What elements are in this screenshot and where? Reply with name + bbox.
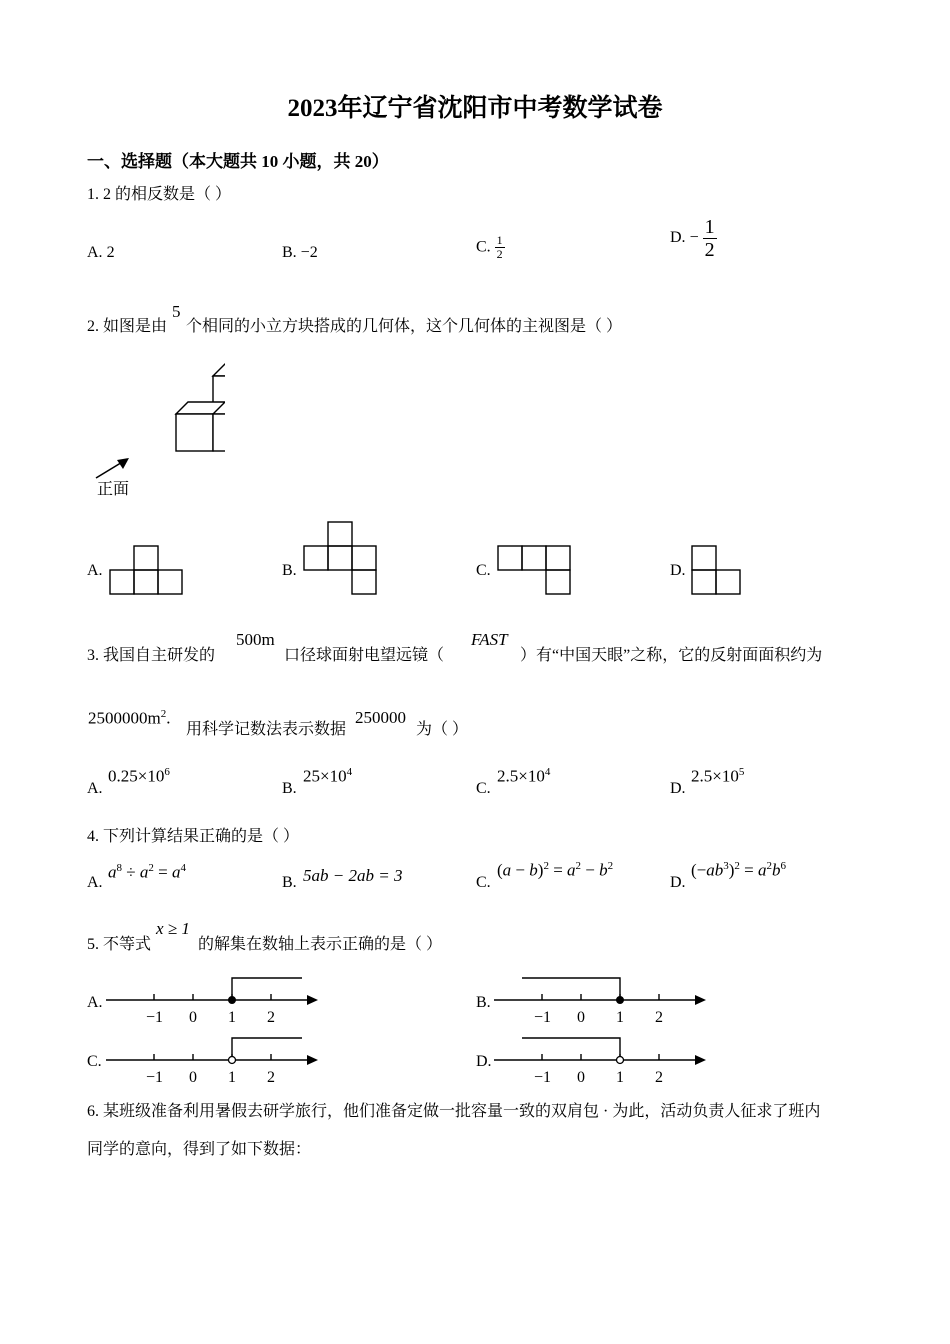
q3-area-exp: 2 (160, 708, 167, 720)
q5-c-tick-1: 1 (228, 1069, 236, 1086)
q3-area (88, 708, 170, 729)
q3-option-a (108, 766, 170, 787)
q5-option-c-numberline (104, 1030, 324, 1088)
q3-option-b-exp: 4 (346, 766, 353, 778)
q1-option-d-label: D. (670, 229, 686, 247)
q3-option-b-base: 25×10 (303, 766, 347, 786)
section-heading: 一、选择题（本大题共 10 小题，共 20） (87, 152, 389, 171)
q3-option-c-label: C. (476, 780, 491, 797)
q5-b-tick-2: 2 (655, 1009, 663, 1026)
q5-option-d-numberline (492, 1030, 712, 1088)
q5-d-tick-neg1: −1 (534, 1069, 552, 1086)
q5-inequality: x ≥ 1 (156, 919, 190, 938)
q5-c-tick-0: 0 (189, 1069, 197, 1086)
q3-option-a-base: 0.25×10 (108, 766, 165, 786)
q5-b-tick-neg1: −1 (534, 1009, 552, 1026)
q1-option-b-label: B. (282, 244, 297, 261)
q2-option-a-label: A. (87, 562, 103, 579)
q2-option-c-view (496, 544, 576, 598)
q5-option-d-label: D. (476, 1053, 492, 1070)
q5-a-tick-neg1: −1 (146, 1009, 164, 1026)
q2-stem-suffix: 个相同的小立方块搭成的几何体，这个几何体的主视图是（ ） (186, 318, 623, 335)
q2-option-a-view (108, 544, 188, 598)
q1-option-c (476, 234, 505, 261)
q2-solid-figure (85, 358, 225, 503)
q5-c-tick-2: 2 (267, 1069, 275, 1086)
q3-option-c-exp: 4 (544, 766, 551, 778)
q3-area-dot: . (166, 708, 171, 728)
q1-option-b (282, 244, 318, 262)
q4-option-b-label: B. (282, 874, 297, 891)
q5-b-tick-1: 1 (616, 1009, 624, 1026)
q3-line1-prefix: 3. 我国自主研发的 (87, 647, 216, 664)
q3-area-base: 2500000m (88, 708, 161, 728)
q5-option-c-label: C. (87, 1053, 102, 1070)
q2-option-c-label: C. (476, 562, 491, 579)
q4-option-c-label: C. (476, 874, 491, 891)
q1-option-c-numerator: 1 (496, 233, 503, 247)
q2-option-d-view (690, 544, 746, 598)
q3-option-a-label: A. (87, 780, 103, 797)
q3-fast: FAST (471, 630, 508, 649)
q1-option-d (670, 216, 717, 261)
q5-a-tick-0: 0 (189, 1009, 197, 1026)
q5-a-tick-1: 1 (228, 1009, 236, 1026)
q3-option-d-exp: 5 (738, 766, 745, 778)
q4-option-c-expr: $(a - b)^2 = a^2 - b^2$ (497, 860, 614, 880)
q1-option-c-label: C. (476, 238, 491, 256)
q3-option-b-label: B. (282, 780, 297, 797)
q3-option-b (303, 766, 352, 787)
q5-a-tick-2: 2 (267, 1009, 275, 1026)
q5-option-b-label: B. (476, 994, 491, 1011)
q2-option-d-label: D. (670, 562, 686, 579)
q5-d-tick-0: 0 (577, 1069, 585, 1086)
q1-option-c-fraction (495, 234, 505, 261)
q1-stem: 1. 2 的相反数是（ ） (87, 186, 232, 203)
q5-d-tick-1: 1 (616, 1069, 624, 1086)
q2-stem-number: 5 (172, 302, 181, 321)
q3-line2-mid: 用科学记数法表示数据 (186, 721, 347, 738)
q5-option-a-label: A. (87, 994, 103, 1011)
q3-option-c-base: 2.5×10 (497, 766, 545, 786)
q1-option-d-numerator: 1 (704, 216, 715, 238)
q1-option-b-text: −2 (300, 244, 318, 261)
q1-option-c-denominator: 2 (496, 247, 503, 262)
q5-d-tick-2: 2 (655, 1069, 663, 1086)
q3-size: 500m (236, 630, 275, 649)
q5-option-b-numberline (492, 970, 712, 1028)
q2-option-b-view (302, 520, 382, 598)
q3-option-d-base: 2.5×10 (691, 766, 739, 786)
page-title: 2023年辽宁省沈阳市中考数学试卷 (287, 95, 663, 122)
q1-option-d-minus: − (689, 229, 699, 247)
q3-line1-mid: 口径球面射电望远镜（ (284, 647, 445, 664)
q5-c-tick-neg1: −1 (146, 1069, 164, 1086)
q3-option-a-exp: 6 (164, 766, 170, 778)
q4-stem: 4. 下列计算结果正确的是（ ） (87, 828, 300, 845)
q4-option-a-expr: $a^8 \div a^2 = a^4$ (108, 862, 186, 882)
q5-option-a-numberline (104, 970, 324, 1028)
q1-option-a-label: A. (87, 244, 103, 261)
q1-option-d-denominator: 2 (704, 239, 715, 261)
q2-front-label: 正面 (97, 481, 130, 498)
q4-option-d-expr: $(-ab^3)^2 = a^2b^6$ (691, 860, 787, 880)
q4-option-d-label: D. (670, 874, 686, 891)
q3-data: 250000 (355, 708, 406, 727)
q6-line2: 同学的意向，得到了如下数据： (87, 1141, 312, 1158)
q3-option-d (691, 766, 744, 787)
q4-option-b-expr: 5ab − 2ab = 3 (303, 866, 403, 885)
q1-option-a-text: 2 (106, 244, 115, 261)
q1-option-a (87, 244, 115, 262)
q3-option-d-label: D. (670, 780, 686, 797)
q1-option-d-fraction (703, 216, 717, 261)
q2-stem-prefix: 2. 如图是由 (87, 318, 168, 335)
q3-option-c (497, 766, 550, 787)
q2-option-b-label: B. (282, 562, 297, 579)
q5-stem-suffix: 的解集在数轴上表示正确的是（ ） (198, 936, 443, 953)
q3-line1-suffix: ）有“中国天眼”之称，它的反射面面积约为 (520, 647, 823, 664)
q5-stem-prefix: 5. 不等式 (87, 936, 152, 953)
q4-option-a-label: A. (87, 874, 103, 891)
q6-line1: 6. 某班级准备利用暑假去研学旅行，他们准备定做一批容量一致的双肩包 · 为此，活动负责人征求了班内 (87, 1103, 821, 1120)
q3-line2-suffix: 为（ ） (416, 721, 469, 738)
q5-b-tick-0: 0 (577, 1009, 585, 1026)
